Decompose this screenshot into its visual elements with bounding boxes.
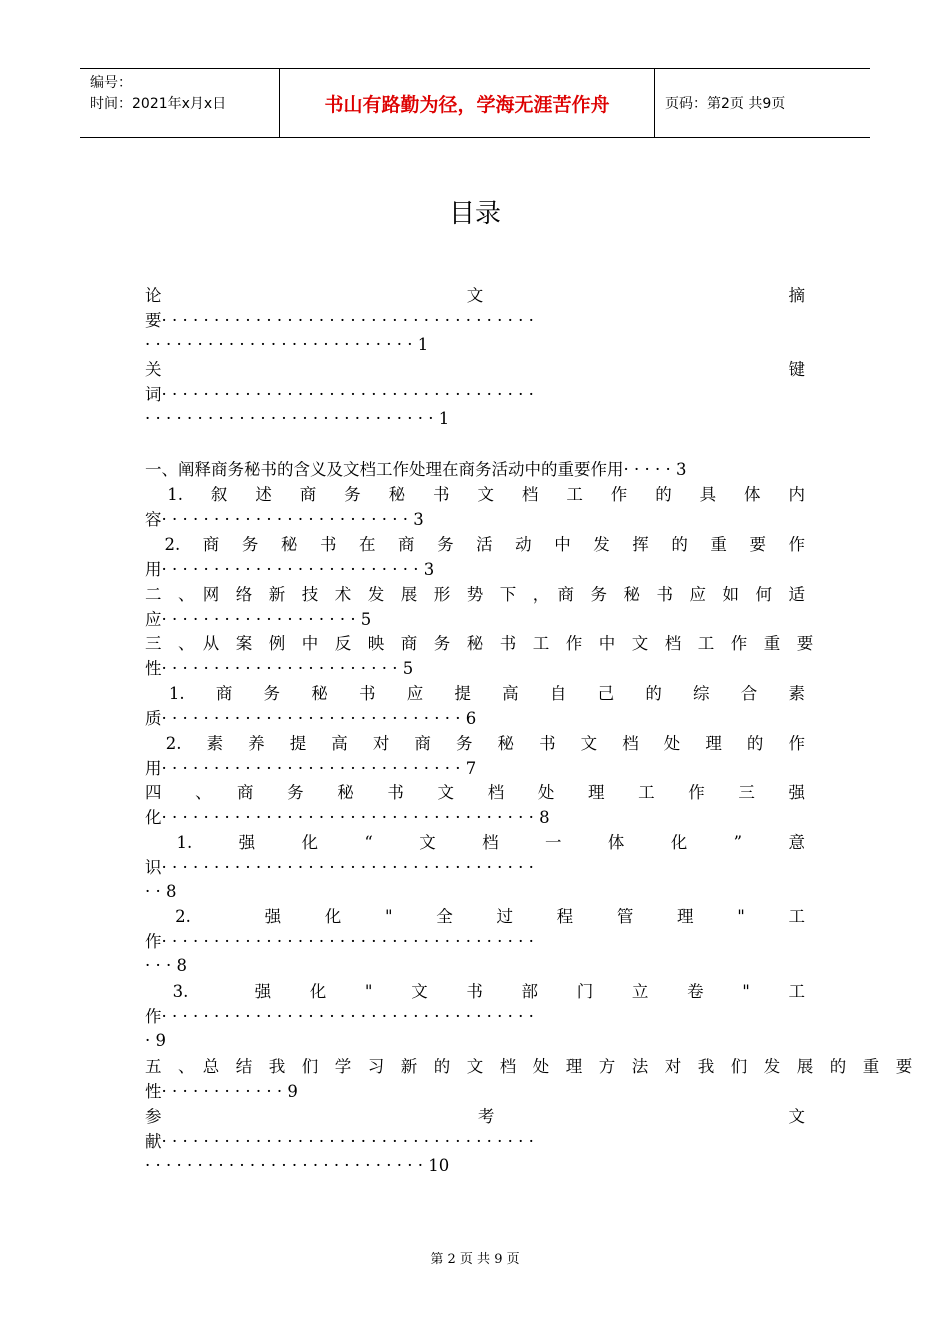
toc-line: 2. 强 化 " 全 过 程 管 理 " 工 xyxy=(145,907,805,926)
page-header xyxy=(80,68,870,138)
toc-entry-references[interactable] xyxy=(145,1105,805,1179)
toc-entry-abstract[interactable] xyxy=(145,284,805,358)
toc-line: 三 、 从 案 例 中 反 映 商 务 秘 书 工 作 中 文 档 工 作 重 要 xyxy=(145,634,814,653)
toc-line: 应· · · · · · · · · · · · · · · · · · · 5 xyxy=(145,609,372,629)
toc-line: 用· · · · · · · · · · · · · · · · · · · · · · · · · · · · · 7 xyxy=(145,758,477,778)
header-page-info: 页码：第2页 共9页 xyxy=(665,96,786,112)
header-motto: 书山有路勤为径，学海无涯苦作舟 xyxy=(280,69,655,137)
toc-line: 质· · · · · · · · · · · · · · · · · · · · · · · · · · · · · 6 xyxy=(145,708,477,728)
toc-line: 作· · · · · · · · · · · · · · · · · · · · · · · · · · · · · · · · · · · · xyxy=(145,931,534,951)
toc-line: · · · · · · · · · · · · · · · · · · · · · · · · · · · 10 xyxy=(145,1156,450,1176)
toc-line: 3. 强 化 " 文 书 部 门 立 卷 " 工 xyxy=(145,982,805,1001)
toc-line: 用· · · · · · · · · · · · · · · · · · · · · · · · · 3 xyxy=(145,559,435,579)
toc-line: 一、阐释商务秘书的含义及文档工作处理在商务活动中的重要作用· · · · · 3 xyxy=(145,460,687,479)
toc-line: 五 、 总 结 我 们 学 习 新 的 文 档 处 理 方 法 对 我 们 发 展 的 重 要 xyxy=(145,1057,913,1076)
toc-line: 2. 商 务 秘 书 在 商 务 活 动 中 发 挥 的 重 要 作 xyxy=(145,535,805,554)
toc-line: 性· · · · · · · · · · · · · · · · · · · · · · · 5 xyxy=(145,658,414,678)
time-label: 时间：2021年x月x日 xyxy=(90,96,227,112)
toc-entry-2[interactable] xyxy=(145,583,805,632)
toc-line: 献· · · · · · · · · · · · · · · · · · · · · · · · · · · · · · · · · · · · xyxy=(145,1131,534,1151)
toc-line: · · · 8 xyxy=(145,956,187,976)
toc-entry-5[interactable] xyxy=(145,1055,913,1104)
toc-entry-4-3[interactable] xyxy=(145,980,805,1054)
toc-entry-1-2[interactable] xyxy=(145,533,805,582)
page-footer: 第 2 页 共 9 页 xyxy=(430,1252,520,1267)
toc-line: · 9 xyxy=(145,1031,166,1051)
page-title: 目录 xyxy=(448,199,501,229)
toc-line: 1. 强 化 “ 文 档 一 体 化 ” 意 xyxy=(145,833,805,852)
toc-line: 2. 素 养 提 高 对 商 务 秘 书 文 档 处 理 的 作 xyxy=(145,734,805,753)
toc-line: 要· · · · · · · · · · · · · · · · · · · · · · · · · · · · · · · · · · · · xyxy=(145,310,534,330)
toc-line: 词· · · · · · · · · · · · · · · · · · · · · · · · · · · · · · · · · · · · xyxy=(145,384,534,404)
toc-line: 1. 商 务 秘 书 应 提 高 自 己 的 综 合 素 xyxy=(145,684,805,703)
toc-line: · · · · · · · · · · · · · · · · · · · · · · · · · · · · 1 xyxy=(145,409,450,429)
toc-line: · · · · · · · · · · · · · · · · · · · · · · · · · · 1 xyxy=(145,335,429,355)
toc-line: 参 考 文 xyxy=(145,1107,805,1126)
toc-line: 性· · · · · · · · · · · · 9 xyxy=(145,1081,298,1101)
toc-entry-3[interactable] xyxy=(145,632,814,681)
header-meta xyxy=(80,69,280,137)
toc-line: 四 、 商 务 秘 书 文 档 处 理 工 作 三 强 xyxy=(145,783,805,802)
toc-entry-4-2[interactable] xyxy=(145,905,805,979)
toc-line: 识· · · · · · · · · · · · · · · · · · · · · · · · · · · · · · · · · · · · xyxy=(145,857,534,877)
toc-entry-3-1[interactable] xyxy=(145,682,805,731)
toc-line: 关 键 xyxy=(145,360,805,379)
toc-line: 化· · · · · · · · · · · · · · · · · · · · · · · · · · · · · · · · · · · · 8 xyxy=(145,807,550,827)
toc-entry-1-1[interactable] xyxy=(145,483,805,532)
toc-entry-3-2[interactable] xyxy=(145,732,805,781)
number-label: 编号： xyxy=(90,75,132,91)
toc-line: 1. 叙 述 商 务 秘 书 文 档 工 作 的 具 体 内 xyxy=(145,485,805,504)
toc-entry-4[interactable] xyxy=(145,781,805,830)
toc-line: 容· · · · · · · · · · · · · · · · · · · · · · · · 3 xyxy=(145,509,424,529)
toc-entry-keywords[interactable] xyxy=(145,358,805,432)
toc-line: 作· · · · · · · · · · · · · · · · · · · · · · · · · · · · · · · · · · · · xyxy=(145,1006,534,1026)
toc-line: · · 8 xyxy=(145,882,177,902)
toc-entry-4-1[interactable] xyxy=(145,831,805,905)
toc-line: 论 文 摘 xyxy=(145,286,805,305)
toc-entry-1[interactable] xyxy=(145,458,805,483)
toc-line: 二 、 网 络 新 技 术 发 展 形 势 下 ， 商 务 秘 书 应 如 何 适 xyxy=(145,585,805,604)
